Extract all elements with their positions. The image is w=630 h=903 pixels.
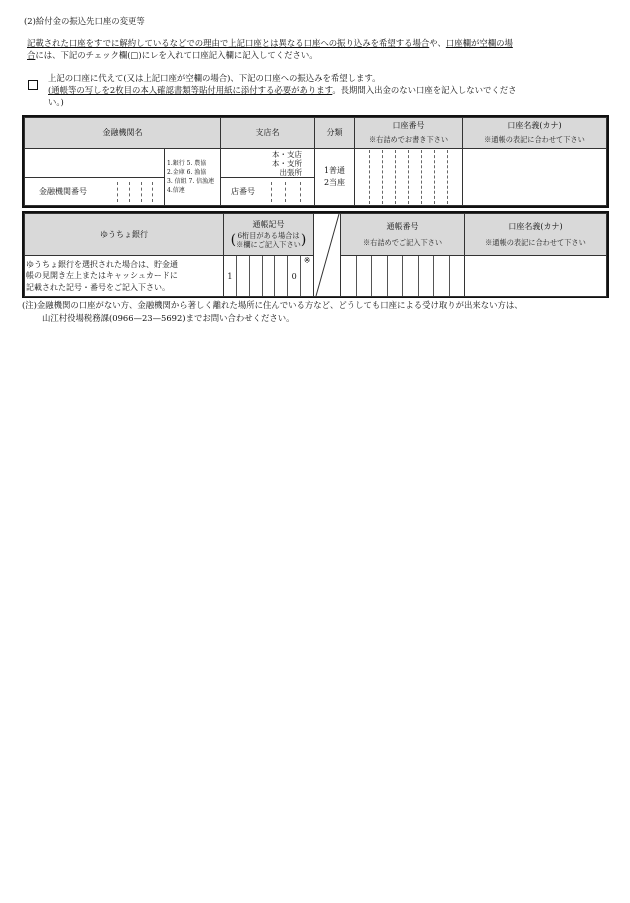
category-options[interactable]	[315, 148, 355, 205]
intro-line-2	[27, 50, 318, 61]
intro-line-1-underlined: 記載された口座をすでに解約しているなどでの理由で上記口座とは異なる口座への振り込みを希望する場合	[27, 38, 430, 48]
passbook-symbol-note-2: ※欄にご記入下さい	[236, 240, 301, 249]
account-number-title: 口座番号	[392, 121, 425, 131]
checkbox-line-1: 上記の口座に代えて(又は上記口座が空欄の場合)、下記の口座への振込みを希望します。	[48, 73, 381, 83]
branch-code-cell[interactable]	[221, 178, 315, 206]
category-ordinary: 1普通	[323, 165, 346, 175]
checkbox-line-2	[48, 85, 517, 96]
passbook-symbol-note-1: 6桁目がある場合は	[237, 231, 300, 240]
symbol-suffix: 0	[288, 256, 301, 296]
yucho-instruction-1: ゆうちょ銀行を選択された場合は、貯金通	[26, 259, 178, 269]
yucho-holder-input[interactable]	[465, 256, 607, 297]
diagonal-slash-icon	[314, 214, 341, 296]
yucho-holder-note: ※通帳の表記に合わせて下さい	[485, 238, 586, 247]
passbook-symbol-input[interactable]	[224, 256, 314, 297]
passbook-symbol-header: 通帳記号 ( 6桁目がある場合は ※欄にご記入下さい )	[224, 214, 314, 256]
yucho-instruction-3: 記載された記号・番号をご記入下さい。	[26, 282, 170, 292]
branch-name-header: 支店名	[221, 118, 315, 149]
bank-type-4: 4.信連	[167, 186, 185, 194]
bank-name-input[interactable]	[25, 148, 165, 178]
account-number-note: ※右詰めでお書き下さい	[368, 135, 449, 145]
passbook-number-input[interactable]	[341, 256, 465, 297]
intro-line-2-plain: には、下記のチェック欄(□)にレを入れて口座記入欄に記入してください。	[35, 50, 318, 60]
passbook-number-note: ※右詰めでご記入下さい	[362, 238, 443, 247]
bank-type-2: 2.金庫 6. 漁協	[167, 168, 207, 176]
yucho-divider	[314, 214, 341, 297]
checkbox-line-3: い。)	[48, 97, 64, 107]
intro-line-1	[27, 38, 513, 49]
yucho-bank-header: ゆうちょ銀行	[25, 214, 224, 256]
yucho-holder-header	[465, 214, 607, 256]
checkbox-line-2-underlined: (通帳等の写しを2枚目の本人確認書類等貼付用紙に添付する必要があります	[48, 85, 333, 95]
branch-type-list	[221, 148, 315, 178]
checkbox-line-2-plain: 。長期間入出金のない口座を記入しないでくださ	[332, 85, 517, 95]
branch-type-1: 本・支店	[272, 149, 302, 159]
symbol-prefix: 1	[224, 256, 237, 296]
category-header: 分類	[315, 118, 355, 149]
passbook-number-title: 通帳番号	[386, 222, 419, 231]
passbook-number-header	[341, 214, 465, 256]
sixth-digit-mark: ※	[303, 256, 311, 266]
bank-type-3: 3. 信組 7. 信漁連	[167, 177, 215, 185]
bank-code-cell[interactable]	[25, 178, 165, 206]
yucho-account-table	[22, 211, 609, 298]
yucho-instruction-2: 帳の見開き左上またはキャッシュカードに	[26, 271, 178, 281]
account-holder-note: ※通帳の表記に合わせて下さい	[484, 135, 585, 145]
bank-type-1: 1.銀行 5. 農協	[167, 159, 207, 167]
account-number-header	[355, 118, 463, 149]
account-holder-header	[463, 118, 607, 149]
section-title: (2)給付金の振込先口座の変更等	[24, 16, 145, 26]
bank-type-list	[165, 148, 221, 205]
branch-type-2: 本・支所	[272, 158, 302, 168]
passbook-symbol-title: 通帳記号	[252, 220, 285, 229]
bank-name-header: 金融機関名	[25, 118, 221, 149]
account-holder-title: 口座名義(カナ)	[507, 121, 562, 131]
yucho-holder-title: 口座名義(カナ)	[508, 222, 563, 231]
bank-account-table	[22, 115, 609, 208]
note-line-1: (注)金融機関の口座がない方、金融機関から著しく離れた場所に住んでいる方など、どうしても口座による受け取りが出来ない方は、	[22, 300, 523, 310]
bank-code-label: 金融機関番号	[39, 187, 87, 197]
intro-line-1-underlined-2: 口座欄が空欄の場	[445, 38, 513, 48]
intro-line-1-plain: や、	[429, 38, 446, 48]
change-request-checkbox[interactable]	[28, 75, 38, 94]
account-holder-input[interactable]	[463, 148, 607, 205]
branch-type-3: 出張所	[279, 167, 302, 177]
category-checking: 2当座	[323, 177, 346, 187]
branch-code-label: 店番号	[231, 187, 255, 197]
yucho-instructions	[25, 256, 224, 297]
note-line-2: 山江村役場税務課(0966—23—5692)までお問い合わせください。	[42, 313, 295, 323]
account-number-input[interactable]	[355, 148, 463, 205]
intro-line-2-underlined: 合	[27, 50, 36, 60]
